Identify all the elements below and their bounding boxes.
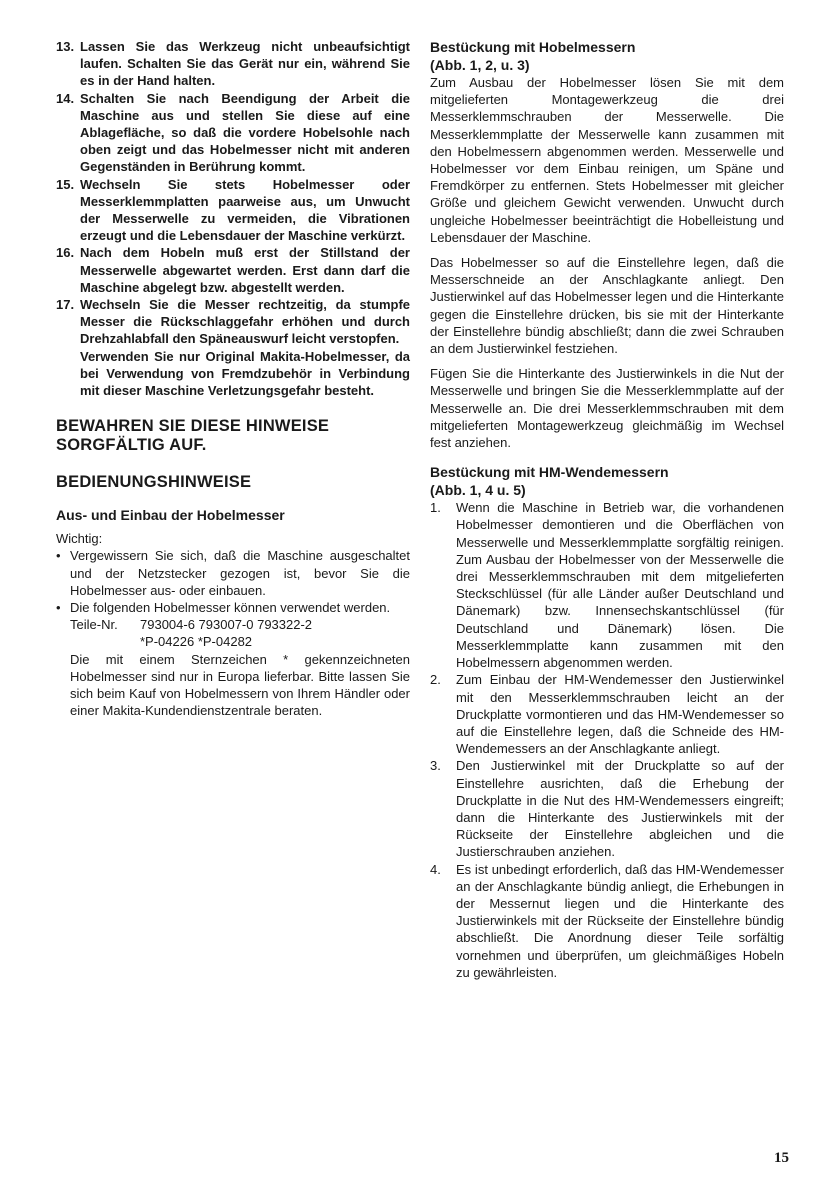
heading-blade-fitting: Bestückung mit Hobelmessern (Abb. 1, 2, u. 3) <box>430 39 636 73</box>
star-note: Die mit einem Sternzeichen * gekennzeichneten Hobelmesser sind nur in Europa lieferbar. Bitte lassen Sie sich beim Kauf von Hobelmessern von Ihrem Händler oder einer Makita-Kundendienstzentrale beraten. <box>70 651 410 719</box>
step-4: 4. Es ist unbedingt erforderlich, daß das HM-Wendemesser an der Anschlagkante bündig anliegt, die Erhebungen in der Messernut liegen und die Hinterkante des Justierwinkels mit der Rückseite der Einstellehre bündig abschließt. Die Anordnung dieser Teile sorfältig vornehmen und überprüfen, um gleichmäßiges Hobeln zu gewährleisten. <box>430 861 784 980</box>
safety-item-14: 14. Schalten Sie nach Beendigung der Arbeit die Maschine aus und stellen Sie diese auf eine Ablagefläche, so daß die vordere Hobelsohle nach oben zeigt und das Hobelmesser nicht mit anderen Gegenständen in Berührung kommt. <box>56 90 410 175</box>
bullet-item: • Die folgenden Hobelmesser können verwendet werden. <box>56 600 391 616</box>
safety-item-17-text: Wechseln Sie die Messer rechtzeitig, da stumpfe Messer die Rückschlaggefahr erhöhen und durch Drehzahlabfall den Späneauswurf leicht verstopfen. <box>80 297 410 347</box>
subheading-blade-removal: Aus- und Einbau der Hobelmesser <box>56 507 285 524</box>
safety-item-16: 16. Nach dem Hobeln muß erst der Stillstand der Messerwelle abgewartet werden. Erst dann darf die Maschine abgelegt bzw. abgestellt werden. <box>56 245 410 295</box>
parts-numbers <box>56 616 410 719</box>
page-number: 15 <box>774 1150 789 1166</box>
step-1: 1. Wenn die Maschine in Betrieb war, die vorhandenen Hobelmesser demontieren und die Oberflächen von Messerwelle und Messerklemmplatte sorgfältig reinigen. Zum Ausbau der Hobelmesser von der Messerwelle die drei Messerklemmschrauben mit dem mitgelieferten Steckschlüssel (für alle Länder außer Deutschland und Dänemark) bzw. Innensechskantschlüssel (für Deutschland und Dänemark) lösen. Die Messerklemmplatte kann zusammen mit den Hobelmessern abgenommen werden. <box>430 500 784 671</box>
step-2: 2. Zum Einbau der HM-Wendemesser den Justierwinkel mit den Messerklemmschrauben leicht an der Druckplatte vormontieren und das HM-Wendemesser so auf die Einstellehre legen, daß die Schneide des HM-Wendemessers an der Anschlagkante anliegt. <box>430 672 784 757</box>
important-label: Wichtig: <box>56 531 103 547</box>
paragraph-install: Fügen Sie die Hinterkante des Justierwinkels in die Nut der Messerwelle und bringen Sie die Messerklemmplatte auf der Messerwelle an. Die drei Messerklemmschrauben mit dem mitgelieferten Montagewerkzeug gleichmäßig im Wechsel fest anziehen. <box>430 366 784 451</box>
paragraph-removal: Zum Ausbau der Hobelmesser lösen Sie mit dem mitgelieferten Montagewerkzeug die drei Messerklemmschrauben der Messerwelle. Die Messerklemmplatte der Messerwelle kann zusammen mit den Hobelmessern abgenommen werden. Messerwelle und Hobelmesser vor dem Einbau reinigen, um Späne und Fremdkörper zu entfernen. Stets Hobelmesser mit gleicher Größe und gleichem Gewicht verwenden. Unwucht durch ungleiche Hobelmesser beeinträchtigt die Hobelleistung und Lebensdauer der Maschine. <box>430 75 784 245</box>
left-column <box>56 38 410 720</box>
parts-line-1: 793004-6 793007-0 793322-2 <box>140 617 313 633</box>
heading-operating-instructions: BEDIENUNGSHINWEISE <box>56 473 252 492</box>
heading-carbide-blades: Bestückung mit HM-Wendemessern (Abb. 1, 4 u. 5) <box>430 464 669 499</box>
safety-item-13: 13. Lassen Sie das Werkzeug nicht unbeaufsichtigt laufen. Schalten Sie das Gerät nur ein, während Sie es in der Hand halten. <box>56 39 410 89</box>
parts-line-2: *P-04226 *P-04282 <box>140 634 253 650</box>
step-3: 3. Den Justierwinkel mit der Druckplatte so auf der Einstellehre ausrichten, daß die Erhebung der Druckplatte in die Nut des HM-Wendemessers eingreift; dann die Hinterkante des Justierwinkels mit der Rückseite der Einstellehre abgleichen und die Justierschrauben anziehen. <box>430 758 784 860</box>
bullet-item: • Vergewissern Sie sich, daß die Maschine ausgeschaltet und der Netzstecker gezogen ist, bevor Sie die Hobelmesser aus- oder einbauen. <box>56 548 410 598</box>
paragraph-gauge: Das Hobelmesser so auf die Einstellehre legen, daß die Messerschneide an der Anschlagkante anliegt. Den Justierwinkel auf das Hobelmesser legen und die Hinterkante gegen die Einstellehre drücken, bis sie mit der Hinterkante der Einstellehre bündig abschließt; dann die zwei Schrauben an dem Justierwinkel festziehen. <box>430 255 784 357</box>
safety-item-17-text2: Verwenden Sie nur Original Makita-Hobelmesser, da bei Verwendung von Fremdzubehör in Verbindung mit dieser Maschine Verletzungsgefahr besteht. <box>80 348 410 399</box>
safety-list <box>56 38 410 399</box>
heading-keep-instructions: BEWAHREN SIE DIESE HINWEISE SORGFÄLTIG AUF. <box>56 417 330 455</box>
safety-item-17: 17. Wechseln Sie die Messer rechtzeitig, da stumpfe Messer die Rückschlaggefahr erhöhen und durch Drehzahlabfall den Späneauswurf leicht verstopfen. Verwenden Sie nur Original Makita-Hobelmesser, da bei Verwendung von Fremdzubehör in Verbindung mit dieser Maschine Verletzungsgefahr besteht. <box>56 297 410 399</box>
parts-label: Teile-Nr. <box>70 617 118 633</box>
safety-item-15: 15. Wechseln Sie stets Hobelmesser oder Messerklemmplatten paarweise aus, um Unwucht der Messerwelle zu vermeiden, die Vibrationen erzeugt und die Lebensdauer der Maschine verkürzt. <box>56 176 410 244</box>
right-column <box>430 38 784 981</box>
